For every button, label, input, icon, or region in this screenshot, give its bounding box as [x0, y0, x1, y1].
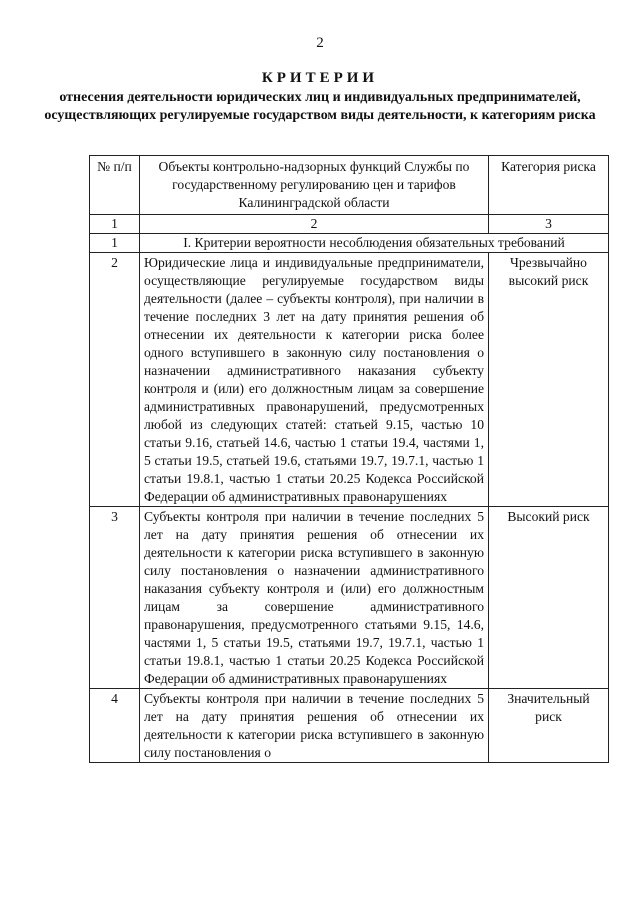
header-objects: Объекты контрольно-надзорных функций Службы по государственному регулированию цен и тарифов Калининградской области — [140, 156, 489, 215]
row-object-text: Юридические лица и индивидуальные предприниматели, осуществляющие регулируемые государством виды деятельности (далее – субъекты контроля), при наличии в течение последних 3 лет на дату принятия решения об отнесении их деятельности к категории риска более одного вступившего в законную силу постановления о назначении административного наказания субъекту контроля и (или) его должностным лицам за совершение административных правонарушений, предусмотренных любой из следующих статей: статьей 9.15, частью 10 статьи 9.16, статьей 14.6, частью 1 статьи 19.4, частями 1, 5 статьи 19.5, статьей 19.6, статьями 19.7, 19.7.1, частью 1 статьи 19.8.1, частью 1 статьи 20.25 Кодекса Российской Федерации об административных правонарушениях — [140, 253, 489, 507]
section-row — [90, 234, 609, 253]
header-risk-category: Категория риска — [489, 156, 609, 215]
row-object-text: Субъекты контроля при наличии в течение последних 5 лет на дату принятия решения об отнесении их деятельности к категории риска вступившего в законную силу постановления о — [140, 689, 489, 763]
table-row — [90, 689, 609, 763]
table-row — [90, 253, 609, 507]
row-number: 4 — [90, 689, 140, 763]
column-numbering-row — [90, 215, 609, 234]
header-number: № п/п — [90, 156, 140, 215]
document-title: КРИТЕРИИ — [261, 70, 379, 86]
table-header-row — [90, 156, 609, 215]
row-risk-category: Значительный риск — [489, 689, 609, 763]
row-object-text: Субъекты контроля при наличии в течение последних 5 лет на дату принятия решения об отнесении их деятельности к категории риска вступившего в законную силу постановления о назначении административного наказания субъекту контроля и (или) его должностным лицам за совершение административного правонарушения, предусмотренного статьями 9.15, 14.6, частями 1, 5 статьи 19.5, статьями 19.7, 19.7.1, частью 1 статьи 19.8.1, частью 1 статьи 20.25 Кодекса Российской Федерации об административных правонарушениях — [140, 507, 489, 689]
section-number: 1 — [90, 234, 140, 253]
row-number: 2 — [90, 253, 140, 507]
row-number: 3 — [90, 507, 140, 689]
table-row — [90, 507, 609, 689]
row-risk-category: Чрезвычайно высокий риск — [489, 253, 609, 507]
section-title: I. Критерии вероятности несоблюдения обязательных требований — [140, 234, 609, 253]
column-number: 1 — [90, 215, 140, 234]
page-number: 2 — [316, 35, 324, 51]
row-risk-category: Высокий риск — [489, 507, 609, 689]
column-number: 2 — [140, 215, 489, 234]
document-subtitle: отнесения деятельности юридических лиц и индивидуальных предпринимателей, осуществляющих регулируемые государством виды деятельности, к категориям риска — [44, 90, 596, 123]
column-number: 3 — [489, 215, 609, 234]
criteria-table — [89, 155, 609, 763]
